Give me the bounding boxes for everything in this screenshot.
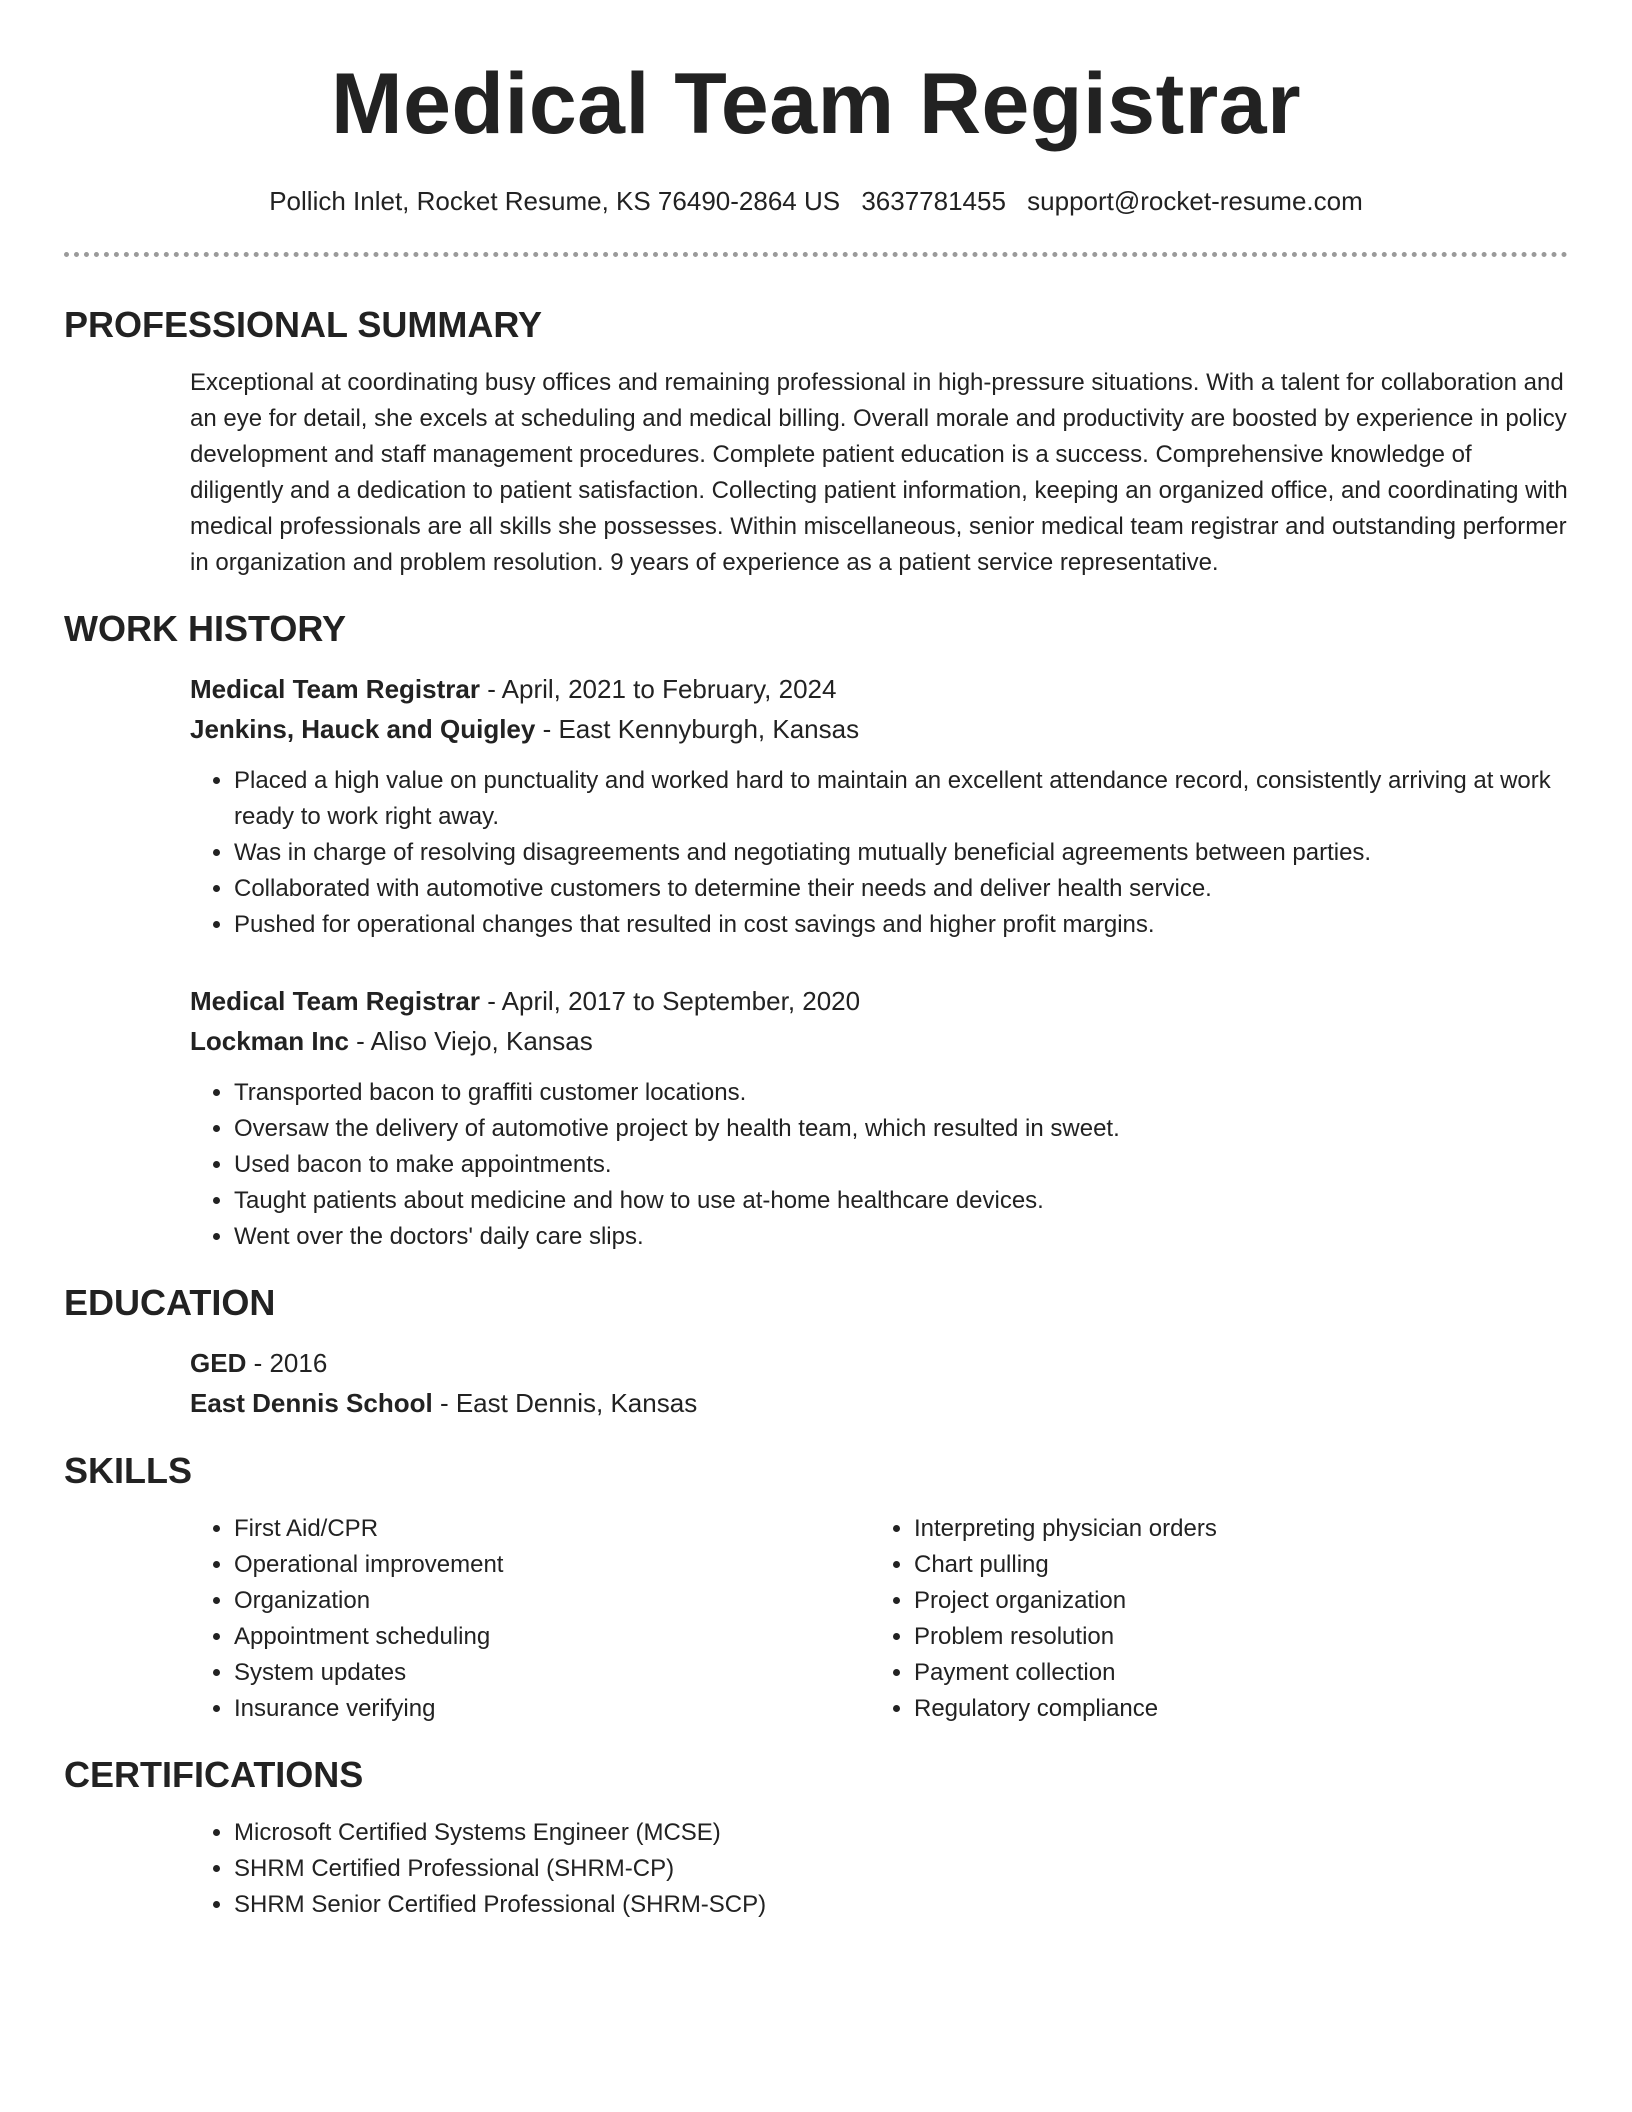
skill-item: • Appointment scheduling — [234, 1619, 870, 1655]
contact-email: support@rocket-resume.com — [1027, 186, 1363, 216]
skills-column-left — [190, 1511, 870, 1727]
certifications-body — [190, 1815, 1568, 1923]
skill-item: • Payment collection — [914, 1655, 1550, 1691]
education-year: - 2016 — [246, 1348, 328, 1378]
skill-item: • Project organization — [914, 1583, 1550, 1619]
summary-section — [64, 303, 1568, 581]
skills-list-right — [870, 1511, 1550, 1727]
job-duty: • Taught patients about medicine and how to use at-home healthcare devices. — [234, 1183, 1568, 1219]
job-duty: • Transported bacon to graffiti customer locations. — [234, 1075, 1568, 1111]
job-company: Jenkins, Hauck and Quigley — [190, 714, 536, 744]
job-location: - Aliso Viejo, Kansas — [348, 1026, 593, 1056]
education-degree-line — [190, 1343, 1568, 1383]
certifications-section — [64, 1753, 1568, 1923]
job-duty: • Used bacon to make appointments. — [234, 1147, 1568, 1183]
job-dates: - April, 2021 to February, 2024 — [479, 674, 837, 704]
job-role: Medical Team Registrar — [190, 674, 480, 704]
summary-heading: PROFESSIONAL SUMMARY — [64, 304, 543, 345]
skill-item: • Organization — [234, 1583, 870, 1619]
resume-header — [64, 0, 1568, 257]
job-duty: • Went over the doctors' daily care slips. — [234, 1219, 1568, 1255]
job-entry — [190, 669, 1568, 943]
job-title-line — [190, 981, 1568, 1021]
job-duties-list — [190, 763, 1568, 943]
skill-item: • First Aid/CPR — [234, 1511, 870, 1547]
skill-item: • Insurance verifying — [234, 1691, 870, 1727]
skill-item: • System updates — [234, 1655, 870, 1691]
job-duty: • Pushed for operational changes that resulted in cost savings and higher profit margins. — [234, 907, 1568, 943]
certification-item: • SHRM Certified Professional (SHRM-CP) — [234, 1851, 1568, 1887]
skill-item: • Interpreting physician orders — [914, 1511, 1550, 1547]
job-duty: • Collaborated with automotive customers to determine their needs and deliver health service. — [234, 871, 1568, 907]
certifications-heading: CERTIFICATIONS — [64, 1754, 364, 1795]
job-location: - East Kennyburgh, Kansas — [535, 714, 860, 744]
job-duty: • Was in charge of resolving disagreements and negotiating mutually beneficial agreements between parties. — [234, 835, 1568, 871]
job-dates: - April, 2017 to September, 2020 — [479, 986, 861, 1016]
skill-item: • Problem resolution — [914, 1619, 1550, 1655]
job-title-line — [190, 669, 1568, 709]
certification-item: • SHRM Senior Certified Professional (SHRM-SCP) — [234, 1887, 1568, 1923]
skills-section — [64, 1449, 1568, 1727]
job-company: Lockman Inc — [190, 1026, 349, 1056]
education-school: East Dennis School — [190, 1388, 433, 1418]
job-duties-list — [190, 1075, 1568, 1255]
education-location: - East Dennis, Kansas — [432, 1388, 698, 1418]
skills-grid — [190, 1511, 1568, 1727]
summary-body — [190, 365, 1568, 581]
certifications-list — [190, 1815, 1568, 1923]
education-school-line — [190, 1383, 1568, 1423]
skill-item: • Regulatory compliance — [914, 1691, 1550, 1727]
work-history-heading: WORK HISTORY — [64, 608, 347, 649]
job-duty: • Placed a high value on punctuality and worked hard to maintain an excellent attendance record, consistently arriving at work ready to work right away. — [234, 763, 1568, 835]
skills-column-right — [870, 1511, 1550, 1727]
contact-address: Pollich Inlet, Rocket Resume, KS 76490-2864 US — [269, 186, 841, 216]
job-duty: • Oversaw the delivery of automotive project by health team, which resulted in sweet. — [234, 1111, 1568, 1147]
job-company-line — [190, 709, 1568, 749]
header-divider — [64, 252, 1568, 257]
job-entry — [190, 981, 1568, 1255]
skill-item: • Operational improvement — [234, 1547, 870, 1583]
skill-item: • Chart pulling — [914, 1547, 1550, 1583]
candidate-name: Medical Team Registrar — [330, 56, 1302, 152]
summary-text: Exceptional at coordinating busy offices and remaining professional in high-pressure situations. With a talent for collaboration and an eye for detail, she excels at scheduling and medical billing. Overall morale and productivity are boosted by experience in policy development and staff management procedures. Complete patient education is a success. Comprehensive knowledge of diligently and a dedication to patient satisfaction. Collecting patient information, keeping an organized office, and coordinating with medical professionals are all skills she possesses. Within miscellaneous, senior medical team registrar and outstanding performer in organization and problem resolution. 9 years of experience as a patient service representative. — [190, 369, 1568, 576]
education-degree: GED — [190, 1348, 247, 1378]
work-history-section — [64, 607, 1568, 1255]
job-role: Medical Team Registrar — [190, 986, 480, 1016]
contact-phone: 3637781455 — [861, 186, 1006, 216]
education-section — [64, 1281, 1568, 1423]
job-company-line — [190, 1021, 1568, 1061]
work-history-body — [190, 669, 1568, 1255]
education-heading: EDUCATION — [64, 1282, 276, 1323]
contact-line — [64, 184, 1568, 218]
skills-heading: SKILLS — [64, 1450, 193, 1491]
education-body — [190, 1343, 1568, 1423]
skills-list-left — [190, 1511, 870, 1727]
certification-item: • Microsoft Certified Systems Engineer (MCSE) — [234, 1815, 1568, 1851]
